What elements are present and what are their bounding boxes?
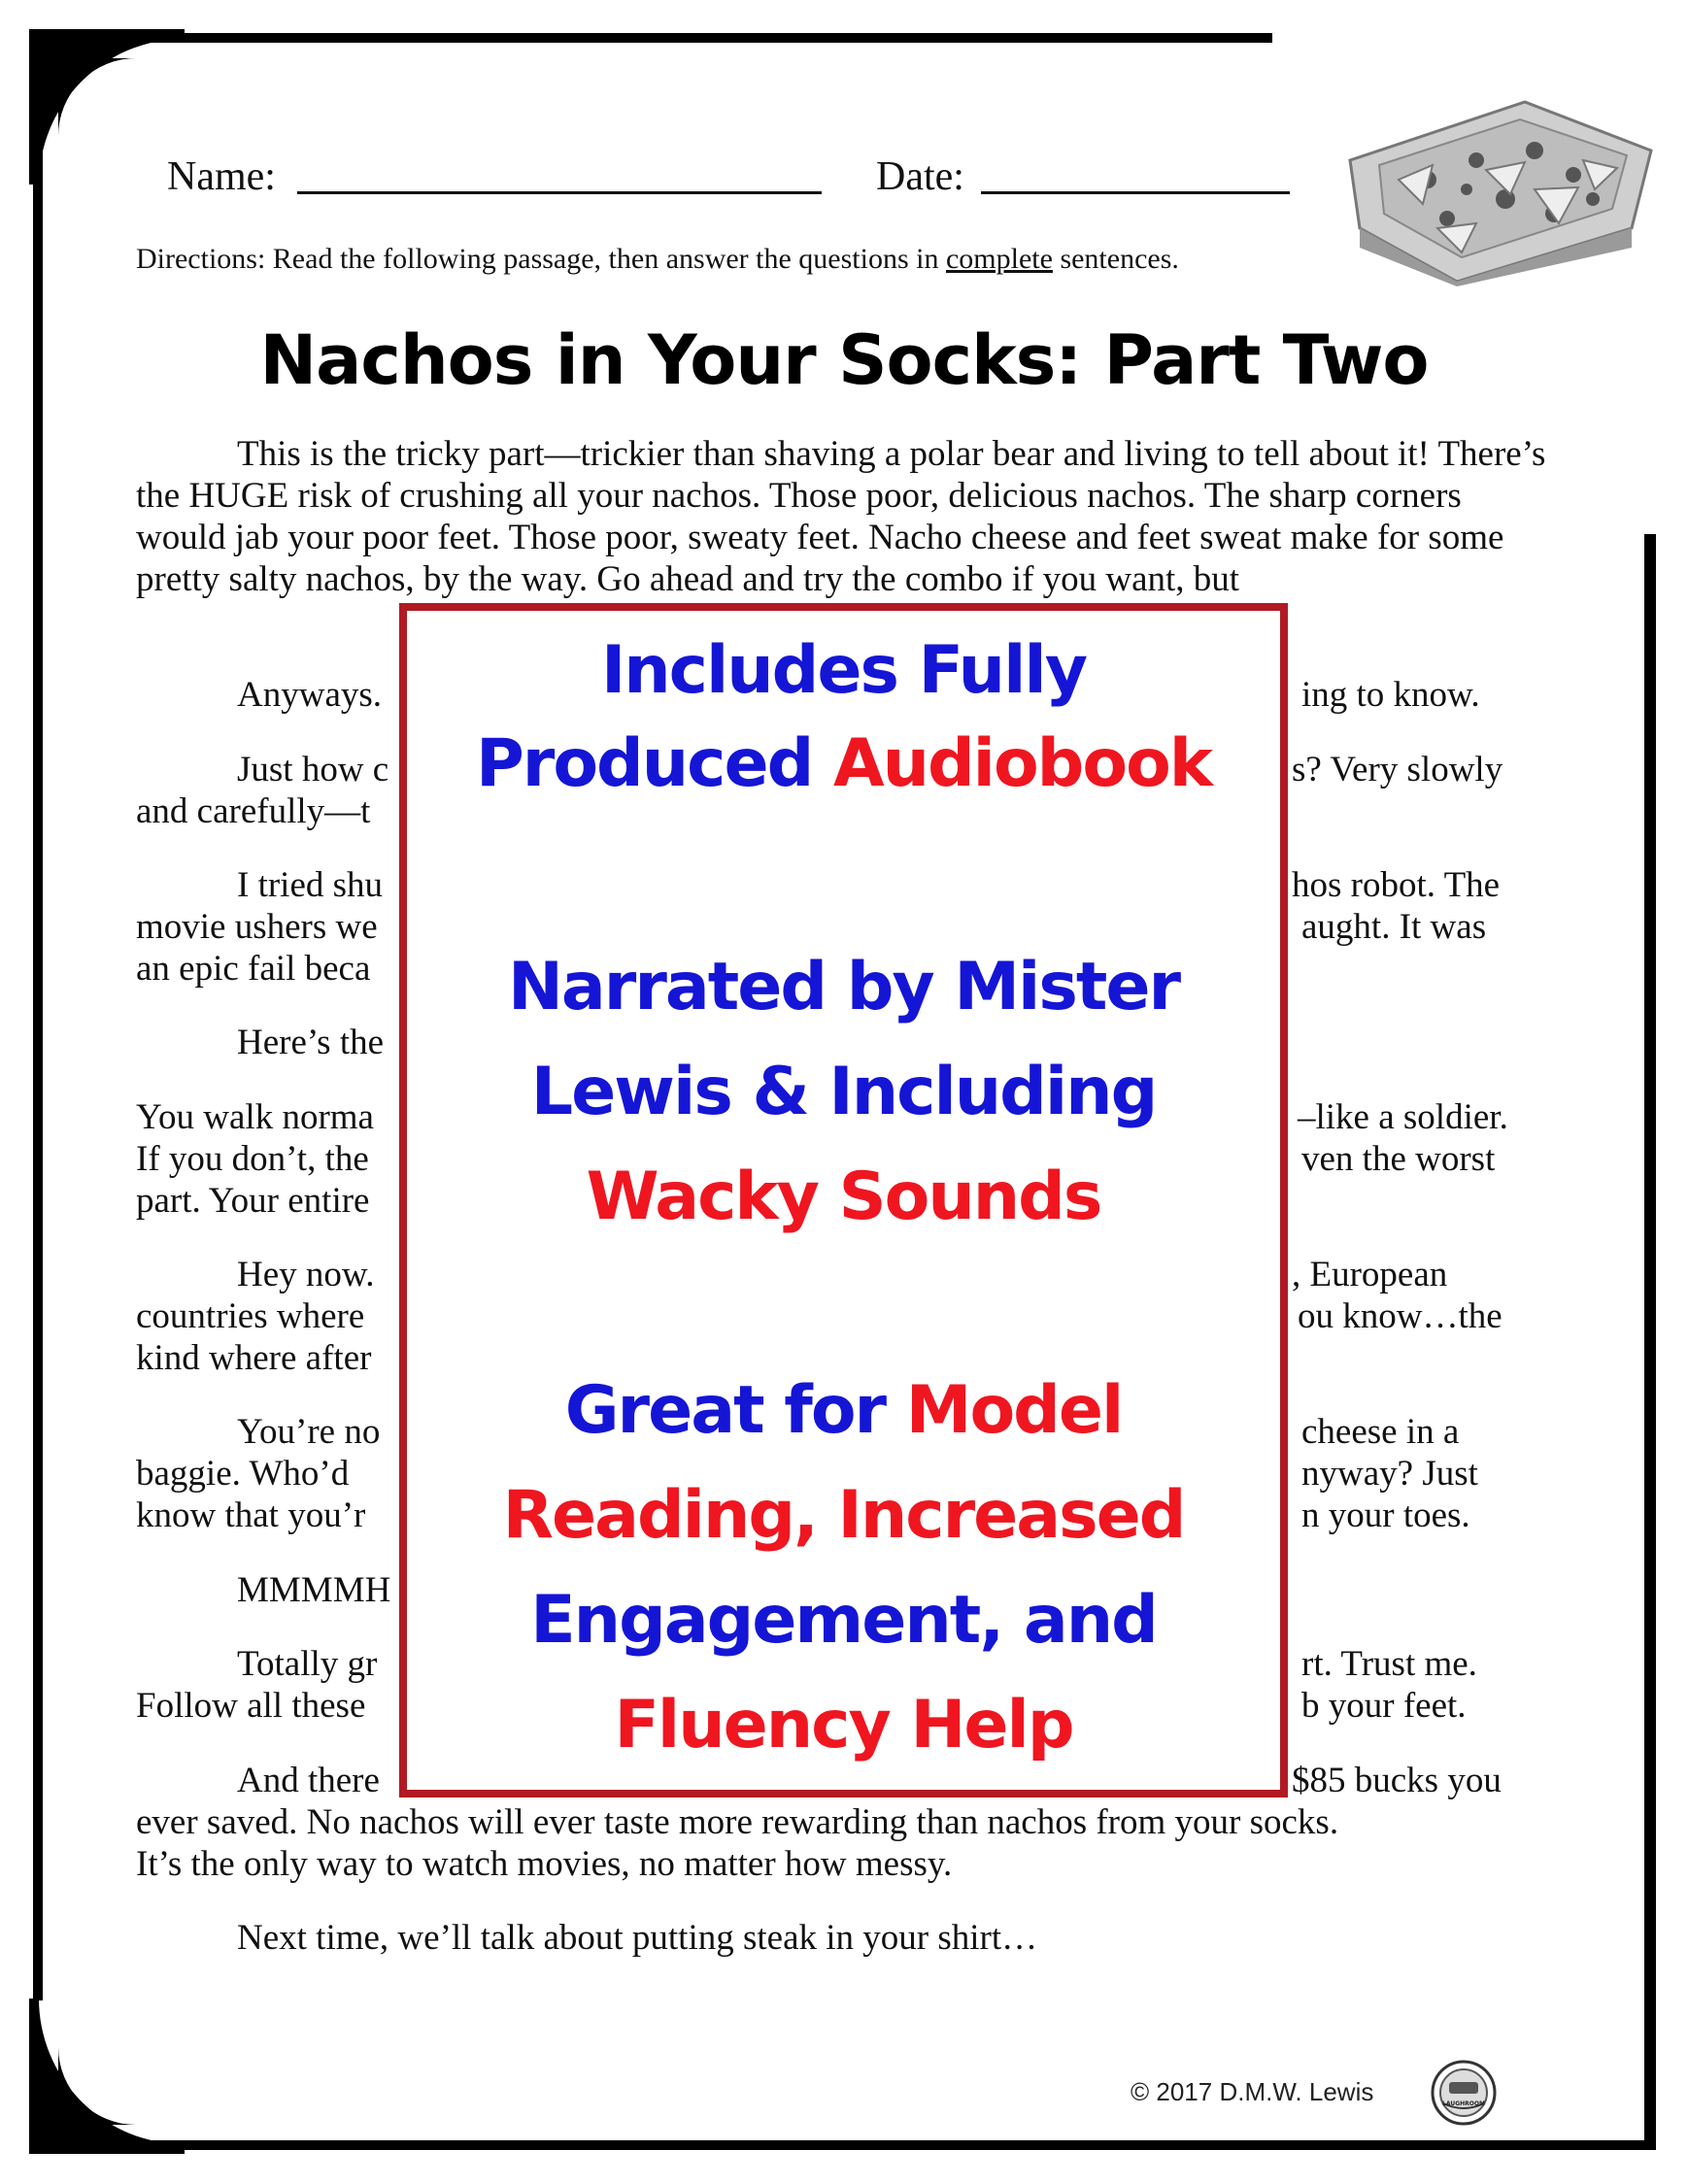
name-label: Name:	[167, 154, 276, 199]
promo-line: Includes Fully	[600, 632, 1087, 709]
passage-fragment: n your toes.	[1301, 1495, 1470, 1535]
passage-fragment: an epic fail beca	[136, 949, 371, 989]
directions-text-end: sentences.	[1052, 243, 1179, 275]
passage-fragment: part. Your entire	[136, 1181, 370, 1221]
passage-fragment: kind where after	[136, 1338, 372, 1378]
promo-line	[407, 1372, 1280, 1450]
promo-word: Audiobook	[832, 725, 1212, 802]
passage-fragment: Hey now.	[237, 1255, 375, 1294]
passage-fragment: MMMMH	[237, 1570, 391, 1610]
passage-fragment: Just how c	[237, 750, 389, 790]
passage-fragment: and carefully—t	[136, 791, 371, 831]
passage-fragment: b your feet.	[1301, 1686, 1467, 1726]
passage-line: ever saved. No nachos will ever taste more rewarding than nachos from your socks.	[136, 1802, 1339, 1842]
passage-fragment: countries where	[136, 1296, 365, 1336]
directions-underlined: complete	[945, 243, 1053, 275]
date-label: Date:	[876, 154, 964, 199]
passage-fragment: Here’s the	[237, 1023, 385, 1062]
passage-fragment: –like a soldier.	[1298, 1097, 1508, 1137]
passage-fragment: hos robot. The	[1292, 865, 1501, 905]
passage-fragment: know that you’r	[136, 1495, 366, 1535]
passage-fragment: Anyways.	[237, 675, 383, 715]
passage-fragment: baggie. Who’d	[136, 1454, 350, 1494]
passage-fragment: s? Very slowly	[1292, 750, 1503, 790]
passage-fragment: Follow all these	[136, 1686, 366, 1726]
copyright-notice: © 2017 D.M.W. Lewis	[1131, 2077, 1374, 2106]
passage-fragment: cheese in a	[1301, 1412, 1460, 1452]
promo-word: Model	[905, 1372, 1123, 1449]
corner-ornament-bottom-left	[29, 1999, 185, 2154]
audiobook-promo-box	[399, 603, 1288, 1798]
promo-word: Great for	[564, 1372, 886, 1449]
passage-fragment: nyway? Just	[1301, 1454, 1478, 1494]
page-title: Nachos in Your Socks: Part Two	[259, 320, 1429, 400]
passage-paragraph-1: This is the tricky part—trickier than shaving a polar bear and living to tell about it! There’s the HUGE risk of crushing all your nachos. Those poor, delicious nachos. The sharp corners would jab your poor feet. Those poor, sweaty feet. Nacho cheese and feet sweat make for some pretty salty nachos, by the way. Go ahead and try the combo if you want, but	[136, 434, 1546, 599]
laughroom-logo	[1430, 2059, 1498, 2127]
passage-fragment: You’re no	[237, 1412, 381, 1452]
directions	[136, 243, 1179, 276]
promo-word: Produced	[475, 725, 813, 802]
name-field[interactable]	[297, 141, 822, 194]
passage-fragment: , European	[1292, 1255, 1448, 1294]
directions-text: Directions: Read the following passage, then answer the questions in	[136, 243, 946, 275]
promo-line: Wacky Sounds	[586, 1159, 1101, 1235]
promo-line: Reading, Increased	[502, 1477, 1185, 1554]
border-bottom	[146, 2140, 1656, 2150]
promo-line: Lewis & Including	[530, 1054, 1157, 1130]
passage-fragment: aught. It was	[1301, 907, 1487, 947]
passage-fragment: ven the worst	[1301, 1139, 1496, 1179]
corner-ornament-top-left	[29, 29, 185, 185]
passage-fragment: I tried shu	[237, 865, 384, 905]
passage-fragment: $85 bucks you	[1292, 1761, 1502, 1800]
passage-line: Next time, we’ll talk about putting steak in your shirt…	[237, 1918, 1038, 1958]
passage-fragment: rt. Trust me.	[1301, 1644, 1477, 1684]
date-field[interactable]	[981, 141, 1290, 194]
promo-line: Narrated by Mister	[507, 949, 1179, 1025]
passage-fragment: movie ushers we	[136, 907, 378, 947]
promo-line	[407, 725, 1280, 803]
passage-fragment: If you don’t, the	[136, 1139, 369, 1179]
border-top	[146, 33, 1272, 43]
logo-text: LAUGHROOM	[1442, 2100, 1485, 2107]
passage-fragment: ing to know.	[1301, 675, 1480, 715]
promo-line: Engagement, and	[530, 1582, 1157, 1659]
passage-fragment: You walk norma	[136, 1097, 374, 1137]
passage-fragment: Totally gr	[237, 1644, 378, 1684]
promo-line: Fluency Help	[614, 1687, 1073, 1764]
passage-fragment: ou know…the	[1298, 1296, 1502, 1336]
border-right	[1644, 534, 1656, 2150]
passage-fragment: And there	[237, 1761, 380, 1800]
nachos-tray-image	[1340, 92, 1661, 286]
border-left	[33, 146, 43, 2000]
passage-line: It’s the only way to watch movies, no matter how messy.	[136, 1844, 953, 1884]
